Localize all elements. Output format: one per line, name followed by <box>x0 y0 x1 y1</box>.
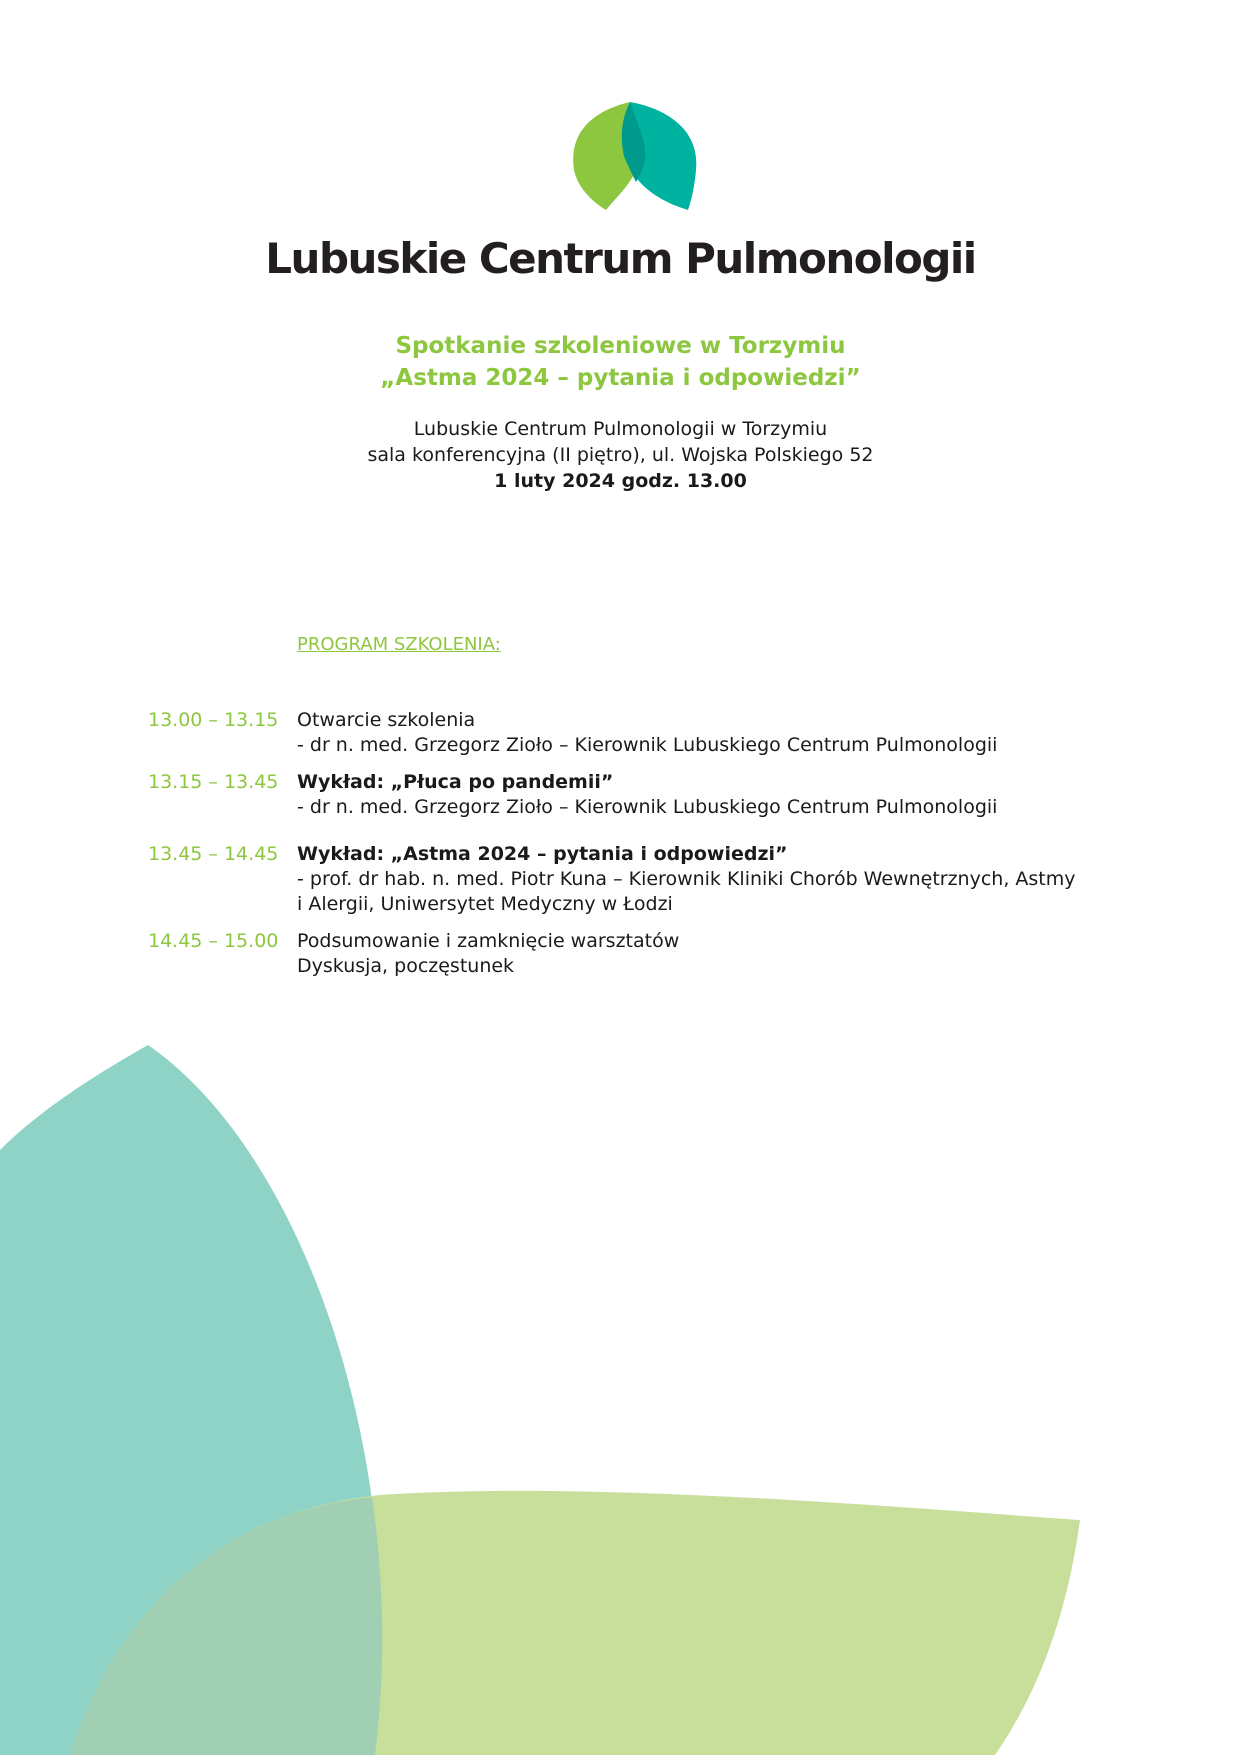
venue-info <box>0 416 1241 494</box>
agenda-item <box>148 842 1098 917</box>
venue-line2: sala konferencyjna (II piętro), ul. Wojska Polskiego 52 <box>367 444 874 466</box>
agenda-description <box>297 929 1098 979</box>
agenda-item <box>148 929 1098 979</box>
agenda-title: Podsumowanie i zamknięcie warsztatów <box>297 930 680 952</box>
agenda-title: Otwarcie szkolenia <box>297 709 476 731</box>
agenda-time: 13.45 – 14.45 <box>148 843 279 865</box>
agenda-speaker: - prof. dr hab. n. med. Piotr Kuna – Kierownik Kliniki Chorób Wewnętrznych, Astmy <box>297 868 1076 890</box>
venue-line1: Lubuskie Centrum Pulmonologii w Torzymiu <box>413 418 828 440</box>
agenda-time: 13.15 – 13.45 <box>148 771 279 793</box>
agenda-title: Wykład: „Płuca po pandemii” <box>297 771 614 793</box>
agenda-speaker: - dr n. med. Grzegorz Zioło – Kierownik Lubuskiego Centrum Pulmonologii <box>297 734 998 756</box>
agenda-time: 14.45 – 15.00 <box>148 930 279 952</box>
agenda-description <box>297 842 1098 917</box>
program-heading: PROGRAM SZKOLENIA: <box>297 634 501 655</box>
agenda-list <box>148 708 1098 979</box>
agenda-speaker-cont: i Alergii, Uniwersytet Medyczny w Łodzi <box>297 893 673 915</box>
event-datetime: 1 luty 2024 godz. 13.00 <box>494 470 747 492</box>
event-title <box>0 330 1241 394</box>
agenda-description <box>297 770 1098 820</box>
agenda-title: Wykład: „Astma 2024 – pytania i odpowiedzi” <box>297 843 788 865</box>
agenda-description <box>297 708 1098 758</box>
event-title-line2: „Astma 2024 – pytania i odpowiedzi” <box>380 365 861 391</box>
agenda-time: 13.00 – 13.15 <box>148 709 279 731</box>
brand-name: Lubuskie Centrum Pulmonologii <box>265 234 976 283</box>
agenda-speaker: - dr n. med. Grzegorz Zioło – Kierownik Lubuskiego Centrum Pulmonologii <box>297 796 998 818</box>
agenda-note: Dyskusja, poczęstunek <box>297 955 515 977</box>
agenda-item <box>148 770 1098 820</box>
event-title-line1: Spotkanie szkoleniowe w Torzymiu <box>395 333 846 359</box>
agenda-item <box>148 708 1098 758</box>
lcp-logo-icon <box>566 100 706 212</box>
